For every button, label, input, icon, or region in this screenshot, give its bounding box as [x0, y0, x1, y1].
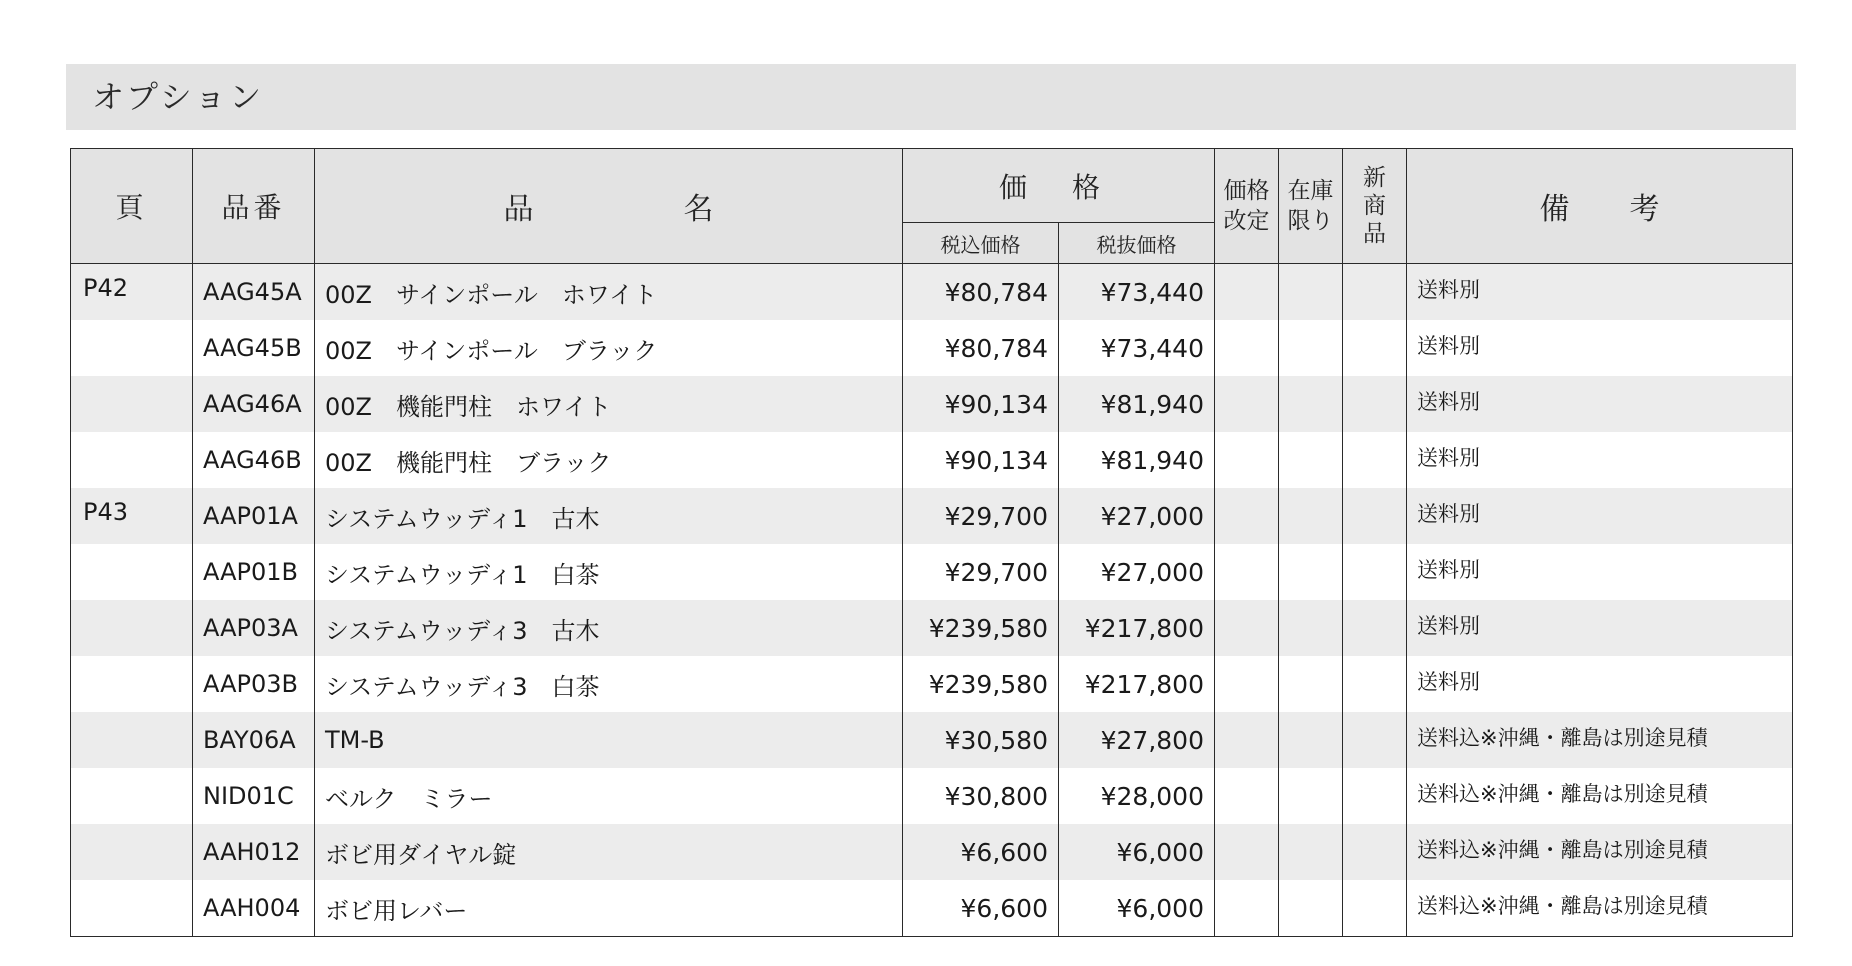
cell-new — [1343, 880, 1407, 937]
cell-new — [1343, 712, 1407, 768]
cell-new — [1343, 264, 1407, 321]
header-page: 頁 — [71, 149, 193, 264]
table-row — [71, 656, 1793, 712]
cell-name: ボビ用ダイヤル錠 — [315, 824, 903, 880]
cell-code: AAH012 — [193, 824, 315, 880]
cell-revision — [1215, 656, 1279, 712]
cell-tax-included: ¥80,784 — [903, 264, 1059, 321]
cell-tax-excluded: ¥6,000 — [1059, 880, 1215, 937]
cell-stock — [1279, 544, 1343, 600]
cell-tax-excluded: ¥81,940 — [1059, 376, 1215, 432]
header-stock-line1: 在庫 — [1287, 178, 1334, 204]
header-tax-included: 税込価格 — [903, 223, 1059, 264]
cell-page — [71, 824, 193, 880]
cell-stock — [1279, 432, 1343, 488]
cell-code: AAG46B — [193, 432, 315, 488]
cell-page: P43 — [71, 488, 193, 544]
header-new-line1: 新 — [1363, 165, 1386, 191]
table-row — [71, 600, 1793, 656]
cell-note: 送料込※沖縄・離島は別途見積 — [1407, 880, 1793, 937]
cell-new — [1343, 656, 1407, 712]
cell-tax-excluded: ¥217,800 — [1059, 656, 1215, 712]
cell-name: システムウッディ1 古木 — [315, 488, 903, 544]
cell-tax-included: ¥239,580 — [903, 656, 1059, 712]
cell-revision — [1215, 320, 1279, 376]
cell-code: BAY06A — [193, 712, 315, 768]
cell-new — [1343, 768, 1407, 824]
cell-code: AAP01A — [193, 488, 315, 544]
cell-code: AAH004 — [193, 880, 315, 937]
cell-page — [71, 600, 193, 656]
cell-page — [71, 432, 193, 488]
cell-revision — [1215, 824, 1279, 880]
header-price-group: 価 格 — [903, 149, 1215, 223]
cell-tax-included: ¥29,700 — [903, 488, 1059, 544]
cell-revision — [1215, 712, 1279, 768]
header-price-revision-line2: 改定 — [1223, 208, 1270, 234]
cell-revision — [1215, 432, 1279, 488]
cell-code: AAP03A — [193, 600, 315, 656]
cell-new — [1343, 432, 1407, 488]
cell-tax-excluded: ¥27,000 — [1059, 488, 1215, 544]
header-price-revision — [1215, 149, 1279, 264]
cell-page — [71, 376, 193, 432]
cell-note: 送料別 — [1407, 600, 1793, 656]
cell-stock — [1279, 824, 1343, 880]
cell-tax-included: ¥90,134 — [903, 432, 1059, 488]
table-row — [71, 768, 1793, 824]
cell-tax-included: ¥90,134 — [903, 376, 1059, 432]
cell-name: システムウッディ1 白茶 — [315, 544, 903, 600]
cell-new — [1343, 544, 1407, 600]
header-new-line3: 品 — [1363, 221, 1386, 247]
cell-code: AAG46A — [193, 376, 315, 432]
cell-page — [71, 656, 193, 712]
cell-tax-included: ¥80,784 — [903, 320, 1059, 376]
cell-code: NID01C — [193, 768, 315, 824]
cell-stock — [1279, 712, 1343, 768]
cell-revision — [1215, 544, 1279, 600]
cell-tax-included: ¥30,800 — [903, 768, 1059, 824]
cell-note: 送料込※沖縄・離島は別途見積 — [1407, 712, 1793, 768]
cell-tax-excluded: ¥81,940 — [1059, 432, 1215, 488]
header-stock-limited — [1279, 149, 1343, 264]
table-row — [71, 264, 1793, 321]
table-row — [71, 824, 1793, 880]
header-stock-line2: 限り — [1287, 208, 1334, 234]
cell-note: 送料別 — [1407, 320, 1793, 376]
cell-note: 送料別 — [1407, 488, 1793, 544]
cell-name: 00Z 機能門柱 ブラック — [315, 432, 903, 488]
cell-tax-excluded: ¥73,440 — [1059, 320, 1215, 376]
header-remarks: 備考 — [1407, 149, 1793, 264]
cell-name: 00Z サインポール ホワイト — [315, 264, 903, 321]
section-header — [66, 64, 1796, 130]
table-header — [71, 149, 1793, 264]
cell-code: AAP03B — [193, 656, 315, 712]
cell-page — [71, 880, 193, 937]
table-row — [71, 432, 1793, 488]
cell-stock — [1279, 880, 1343, 937]
cell-tax-included: ¥239,580 — [903, 600, 1059, 656]
cell-revision — [1215, 376, 1279, 432]
cell-revision — [1215, 600, 1279, 656]
header-price-revision-line1: 価格 — [1223, 178, 1270, 204]
table-body — [71, 264, 1793, 937]
cell-tax-excluded: ¥217,800 — [1059, 600, 1215, 656]
cell-code: AAG45B — [193, 320, 315, 376]
header-code: 品番 — [193, 149, 315, 264]
cell-name: 00Z サインポール ブラック — [315, 320, 903, 376]
cell-tax-excluded: ¥27,000 — [1059, 544, 1215, 600]
cell-stock — [1279, 656, 1343, 712]
cell-code: AAG45A — [193, 264, 315, 321]
cell-revision — [1215, 264, 1279, 321]
cell-tax-included: ¥30,580 — [903, 712, 1059, 768]
cell-new — [1343, 824, 1407, 880]
cell-note: 送料別 — [1407, 376, 1793, 432]
cell-page — [71, 320, 193, 376]
cell-stock — [1279, 600, 1343, 656]
cell-tax-excluded: ¥27,800 — [1059, 712, 1215, 768]
cell-new — [1343, 600, 1407, 656]
cell-tax-excluded: ¥28,000 — [1059, 768, 1215, 824]
table-row — [71, 712, 1793, 768]
cell-note: 送料込※沖縄・離島は別途見積 — [1407, 768, 1793, 824]
cell-code: AAP01B — [193, 544, 315, 600]
cell-name: システムウッディ3 白茶 — [315, 656, 903, 712]
table-row — [71, 880, 1793, 937]
cell-tax-excluded: ¥73,440 — [1059, 264, 1215, 321]
cell-note: 送料別 — [1407, 432, 1793, 488]
cell-stock — [1279, 376, 1343, 432]
cell-stock — [1279, 320, 1343, 376]
cell-name: ボビ用レバー — [315, 880, 903, 937]
cell-note: 送料別 — [1407, 656, 1793, 712]
cell-tax-included: ¥29,700 — [903, 544, 1059, 600]
header-new-line2: 商 — [1363, 193, 1386, 219]
cell-new — [1343, 320, 1407, 376]
table-row — [71, 320, 1793, 376]
cell-name: 00Z 機能門柱 ホワイト — [315, 376, 903, 432]
cell-tax-excluded: ¥6,000 — [1059, 824, 1215, 880]
cell-tax-included: ¥6,600 — [903, 880, 1059, 937]
cell-page — [71, 768, 193, 824]
cell-page — [71, 712, 193, 768]
cell-new — [1343, 376, 1407, 432]
cell-revision — [1215, 880, 1279, 937]
cell-revision — [1215, 768, 1279, 824]
cell-stock — [1279, 488, 1343, 544]
table-row — [71, 376, 1793, 432]
cell-page: P42 — [71, 264, 193, 321]
cell-new — [1343, 488, 1407, 544]
price-table — [70, 148, 1793, 937]
cell-tax-included: ¥6,600 — [903, 824, 1059, 880]
cell-page — [71, 544, 193, 600]
section-title: オプション — [92, 78, 265, 116]
cell-note: 送料別 — [1407, 544, 1793, 600]
cell-note: 送料込※沖縄・離島は別途見積 — [1407, 824, 1793, 880]
cell-note: 送料別 — [1407, 264, 1793, 321]
table-row — [71, 544, 1793, 600]
cell-stock — [1279, 264, 1343, 321]
cell-stock — [1279, 768, 1343, 824]
header-new-product — [1343, 149, 1407, 264]
cell-revision — [1215, 488, 1279, 544]
header-name: 品 名 — [315, 149, 903, 264]
cell-name: システムウッディ3 古木 — [315, 600, 903, 656]
cell-name: ベルク ミラー — [315, 768, 903, 824]
header-tax-excluded: 税抜価格 — [1059, 223, 1215, 264]
cell-name: TM-B — [315, 712, 903, 768]
table-row — [71, 488, 1793, 544]
